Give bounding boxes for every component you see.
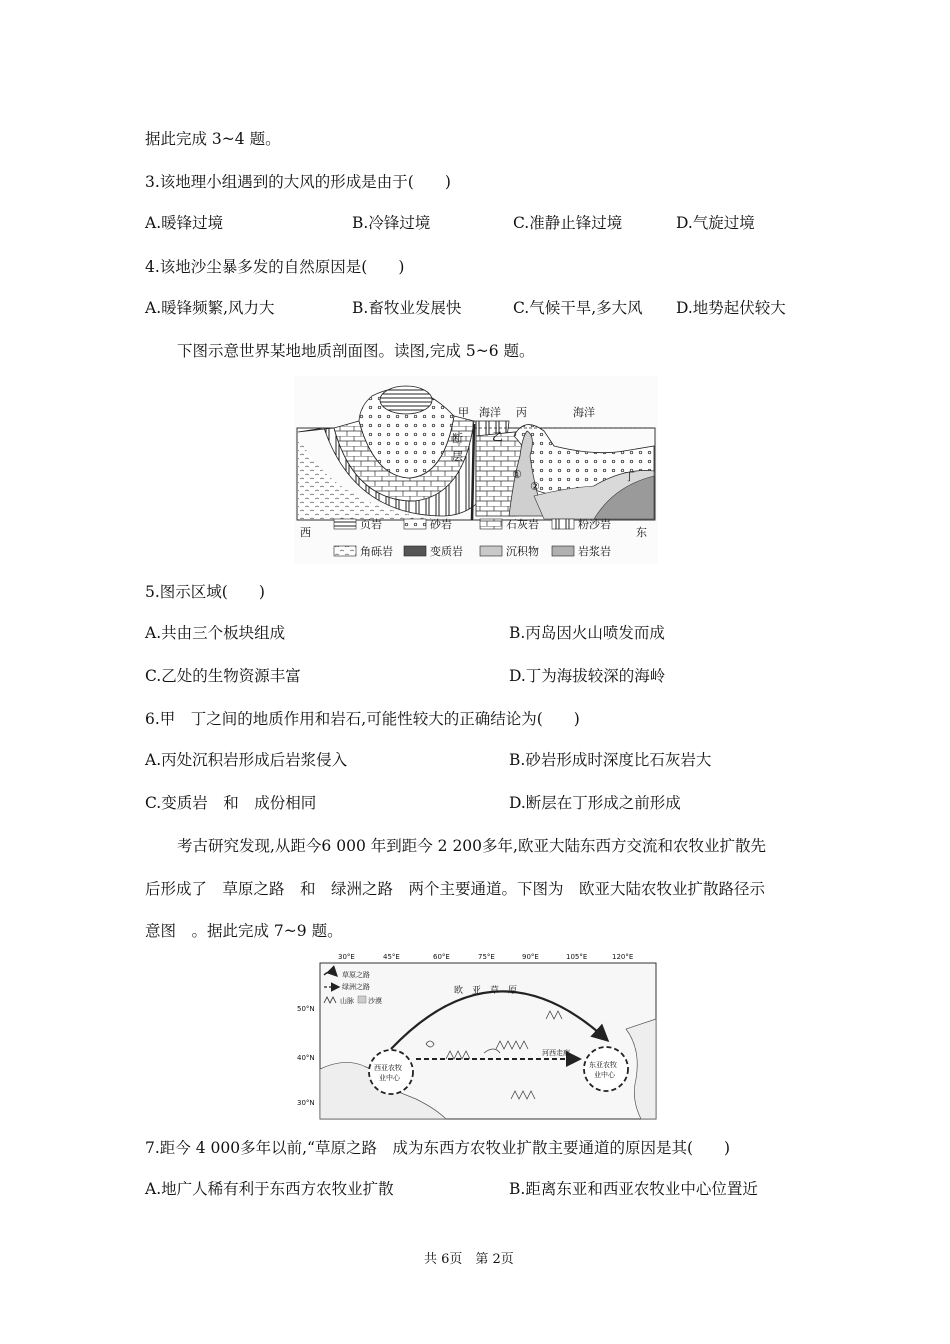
label-bing: 丙 [516,406,527,419]
q6-option-b[interactable]: B.砂岩形成时深度比石灰岩大 [509,751,712,769]
q4-option-d[interactable]: D.地势起伏较大 [676,299,786,317]
label-west: 西 [300,526,311,539]
legend-breccia: 角砾岩 [360,545,393,558]
label-fault-2: 层 [452,450,463,463]
q6-stem: 6.甲 丁之间的地质作用和岩石,可能性较大的正确结论为( ) [145,710,580,728]
lon-75e: 75°E [478,953,495,961]
q3-stem: 3.该地理小组遇到的大风的形成是由于( ) [145,173,451,191]
page-footer: 共 6页 第 2页 [424,1252,514,1267]
passage-7-9-line-3: 意图 。据此完成 7~9 题。 [145,922,343,940]
label-num-1: ① [512,468,522,481]
q7-option-a[interactable]: A.地广人稀有利于东西方农牧业扩散 [145,1180,394,1198]
label-yi: 乙 [492,430,503,443]
label-jia: 甲 [458,406,469,419]
q3-option-c[interactable]: C.准静止锋过境 [513,214,623,232]
q4-stem: 4.该地沙尘暴多发的自然原因是( ) [145,258,405,276]
geologic-section-figure [294,376,658,564]
east-center-line-1: 东亚农牧 [589,1061,617,1069]
label-ding: 丁 [624,470,635,483]
q4-option-a[interactable]: A.暖锋频繁,风力大 [145,299,275,317]
passage-7-9-line-2: 后形成了 草原之路 和 绿洲之路 两个主要通道。下图为 欧亚大陆农牧业扩散路径示 [145,880,766,898]
label-num-2: ② [530,480,540,493]
legend-mountain: 山脉 [340,997,354,1005]
label-fault-1: 断 [452,432,463,445]
q5-option-c[interactable]: C.乙处的生物资源丰富 [145,667,301,685]
legend-sediment: 沉积物 [506,545,539,558]
legend-shale: 页岩 [360,518,382,531]
eurasia-spread-map [296,949,662,1123]
lat-50n: 50°N [297,1005,315,1013]
q4-option-b[interactable]: B.畜牧业发展快 [352,299,462,317]
lon-60e: 60°E [433,953,450,961]
label-ocean-1: 海洋 [479,406,501,419]
lon-45e: 45°E [383,953,400,961]
q3-option-b[interactable]: B.冷锋过境 [352,214,431,232]
q5-option-a[interactable]: A.共由三个板块组成 [145,624,286,642]
q6-option-a[interactable]: A.丙处沉积岩形成后岩浆侵入 [145,751,348,769]
q7-stem: 7.距今 4 000多年以前,“草原之路 成为东西方农牧业扩散主要通道的原因是其( ) [145,1139,731,1157]
corridor-label: 河西走廊 [542,1049,570,1057]
legend-limestone: 石灰岩 [506,518,539,531]
lon-30e: 30°E [338,953,355,961]
q5-option-b[interactable]: B.丙岛因火山喷发而成 [509,624,665,642]
label-ocean-2: 海洋 [573,406,595,419]
q6-option-d[interactable]: D.断层在丁形成之前形成 [509,794,681,812]
legend-siltstone: 粉沙岩 [578,518,611,531]
q7-option-b[interactable]: B.距离东亚和西亚农牧业中心位置近 [509,1180,758,1198]
passage-7-9-line-1: 考古研究发现,从距今6 000 年到距今 2 200多年,欧亚大陆东西方交流和农牧业扩散先 [177,837,766,855]
west-center-line-1: 西亚农牧 [374,1064,402,1072]
east-center-line-2: 业中心 [594,1071,615,1079]
legend-metamorphic: 变质岩 [430,545,463,558]
lon-120e: 120°E [612,953,634,961]
label-east: 东 [636,526,647,539]
legend-magmatic: 岩浆岩 [578,545,611,558]
lat-40n: 40°N [297,1054,315,1062]
legend-sandstone: 砂岩 [430,518,452,531]
q4-option-c[interactable]: C.气候干旱,多大风 [513,299,643,317]
steppe-region-label: 欧 亚 草 原 [454,986,518,996]
legend-oasis-route: 绿洲之路 [342,983,370,991]
q5-option-d[interactable]: D.丁为海拔较深的海岭 [509,667,666,685]
q5-stem: 5.图示区域( ) [145,583,265,601]
q6-option-c[interactable]: C.变质岩 和 成份相同 [145,794,317,812]
lon-90e: 90°E [522,953,539,961]
legend-desert: 沙漠 [368,997,382,1005]
q3-option-d[interactable]: D.气旋过境 [676,214,755,232]
lon-105e: 105°E [566,953,588,961]
q3-option-a[interactable]: A.暖锋过境 [145,214,224,232]
west-center-line-2: 业中心 [379,1074,400,1082]
passage-5-6: 下图示意世界某地地质剖面图。读图,完成 5~6 题。 [177,342,535,360]
legend-steppe-route: 草原之路 [342,971,370,979]
intro-text: 据此完成 3~4 题。 [145,130,281,148]
lat-30n: 30°N [297,1099,315,1107]
